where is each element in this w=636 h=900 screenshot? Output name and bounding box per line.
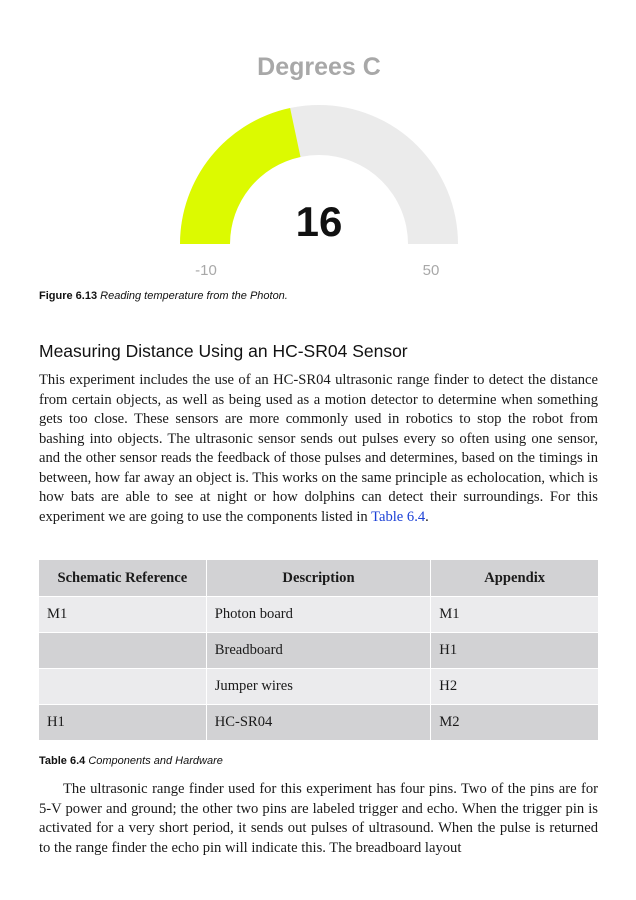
figure-caption-number: Figure 6.13: [39, 290, 98, 302]
cell-appendix: M2: [431, 705, 598, 741]
table-caption-text: Components and Hardware: [88, 755, 223, 767]
cell-appendix: M1: [431, 597, 598, 633]
gauge-value: 16: [295, 198, 343, 245]
cell-schematic-reference: H1: [39, 705, 206, 741]
cell-appendix: H2: [431, 669, 598, 705]
gauge-min-label: -10: [195, 262, 217, 279]
header-schematic-reference: Schematic Reference: [39, 560, 206, 597]
header-description: Description: [206, 560, 431, 597]
section-heading: Measuring Distance Using an HC-SR04 Sensor: [39, 341, 408, 361]
cell-description: Photon board: [206, 597, 431, 633]
gauge-title: Degrees C: [257, 53, 381, 81]
gauge-chart: [0, 0, 636, 290]
table-reference-link[interactable]: Table 6.4: [371, 508, 426, 525]
figure-caption: [39, 290, 288, 302]
table-header-row: [39, 560, 598, 597]
table-caption: [39, 755, 223, 767]
cell-description: Breadboard: [206, 633, 431, 669]
figure-caption-text: Reading temperature from the Photon.: [100, 290, 288, 302]
cell-description: Jumper wires: [206, 669, 431, 705]
cell-description: HC-SR04: [206, 705, 431, 741]
table-caption-number: Table 6.4: [39, 755, 86, 767]
table-row: [39, 633, 598, 669]
table-row: [39, 705, 598, 741]
intro-paragraph: [39, 371, 598, 527]
gauge-fill: [180, 108, 300, 244]
components-table: [39, 560, 598, 741]
cell-appendix: H1: [431, 633, 598, 669]
intro-paragraph-text: This experiment includes the use of an HC-SR04 ultrasonic range finder to detect the distance from certain objects, as well as being used as a motion detector to determine when something gets too close. These sensors are more commonly used in robotics to stop the robot from bashing into objects. The ultrasonic sensor sends out pulses every so often using one sensor, and the other sensor reads the feedback of those pulses and determines, based on the timings in between, how far away an object is. This works on the same principle as echolocation, which is how bats are able to see at night or how dolphins can detect their surroundings. For this experiment we are going to use the components listed in: [39, 372, 598, 525]
pins-paragraph: The ultrasonic range finder used for this experiment has four pins. Two of the pins are for 5-V power and ground; the other two pins are labeled trigger and echo. When the trigger pin is activated for a very short period, it sends out pulses of ultrasound. When the pulse is returned to the range finder the echo pin will indicate this. The breadboard layout: [39, 781, 598, 856]
cell-schematic-reference: [39, 633, 206, 669]
cell-schematic-reference: [39, 669, 206, 705]
gauge-max-label: 50: [422, 262, 440, 279]
header-appendix: Appendix: [431, 560, 598, 597]
temperature-gauge: [0, 0, 636, 290]
table-row: [39, 669, 598, 705]
table-row: [39, 597, 598, 633]
intro-paragraph-end: .: [425, 508, 429, 525]
cell-schematic-reference: M1: [39, 597, 206, 633]
